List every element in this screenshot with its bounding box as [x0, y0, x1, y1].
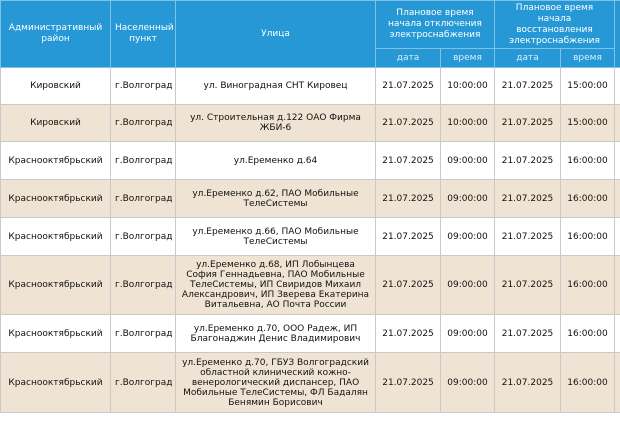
table-row [1, 180, 620, 218]
table-body [1, 68, 620, 413]
cell-on-time: 16:00:00 [561, 180, 615, 218]
cell-district: Краснооктябрьский [1, 256, 111, 315]
cell-extra [615, 315, 620, 353]
cell-on-date: 21.07.2025 [495, 180, 561, 218]
table-row [1, 142, 620, 180]
cell-district: Краснооктябрьский [1, 142, 111, 180]
cell-locality: г.Волгоград [111, 218, 176, 256]
column-header-extra [615, 1, 620, 68]
cell-extra [615, 218, 620, 256]
cell-off-date: 21.07.2025 [376, 142, 441, 180]
table-row [1, 315, 620, 353]
cell-on-date: 21.07.2025 [495, 142, 561, 180]
cell-off-date: 21.07.2025 [376, 256, 441, 315]
cell-street: ул.Еременко д.70, ООО Радеж, ИП Благонаджин Денис Владимирович [176, 315, 376, 353]
cell-locality: г.Волгоград [111, 105, 176, 142]
cell-on-time: 16:00:00 [561, 353, 615, 413]
cell-on-date: 21.07.2025 [495, 256, 561, 315]
cell-extra [615, 142, 620, 180]
column-header-on-time: Плановое время начала восстановления электроснабжения [495, 1, 615, 49]
cell-locality: г.Волгоград [111, 353, 176, 413]
table-row [1, 105, 620, 142]
cell-on-time: 16:00:00 [561, 256, 615, 315]
cell-street: ул. Виноградная СНТ Кировец [176, 68, 376, 105]
cell-district: Кировский [1, 68, 111, 105]
cell-on-date: 21.07.2025 [495, 315, 561, 353]
cell-on-date: 21.07.2025 [495, 105, 561, 142]
cell-street: ул.Еременко д.64 [176, 142, 376, 180]
cell-extra [615, 180, 620, 218]
cell-district: Краснооктябрьский [1, 180, 111, 218]
subheader-off-time: время [441, 49, 495, 68]
cell-district: Краснооктябрьский [1, 353, 111, 413]
cell-on-time: 16:00:00 [561, 218, 615, 256]
cell-off-time: 09:00:00 [441, 142, 495, 180]
table-row [1, 353, 620, 413]
cell-off-date: 21.07.2025 [376, 315, 441, 353]
cell-off-date: 21.07.2025 [376, 353, 441, 413]
cell-locality: г.Волгоград [111, 142, 176, 180]
cell-off-date: 21.07.2025 [376, 68, 441, 105]
subheader-off-date: дата [376, 49, 441, 68]
cell-on-date: 21.07.2025 [495, 218, 561, 256]
cell-extra [615, 68, 620, 105]
cell-on-date: 21.07.2025 [495, 353, 561, 413]
cell-on-time: 15:00:00 [561, 105, 615, 142]
cell-locality: г.Волгоград [111, 315, 176, 353]
cell-district: Краснооктябрьский [1, 218, 111, 256]
column-header-street: Улица [176, 1, 376, 68]
subheader-on-time: время [561, 49, 615, 68]
cell-street: ул.Еременко д.66, ПАО Мобильные ТелеСистемы [176, 218, 376, 256]
cell-off-time: 10:00:00 [441, 68, 495, 105]
cell-street: ул.Еременко д.70, ГБУЗ Волгоградский областной клинический кожно-венерологический диспансер, ПАО Мобильные ТелеСистемы, ФЛ Бадалян Бенямин Борисович [176, 353, 376, 413]
column-header-district: Административный район [1, 1, 111, 68]
cell-district: Краснооктябрьский [1, 315, 111, 353]
subheader-on-date: дата [495, 49, 561, 68]
table-row [1, 218, 620, 256]
cell-extra [615, 105, 620, 142]
cell-on-time: 16:00:00 [561, 315, 615, 353]
cell-on-time: 15:00:00 [561, 68, 615, 105]
cell-district: Кировский [1, 105, 111, 142]
cell-off-date: 21.07.2025 [376, 218, 441, 256]
cell-on-date: 21.07.2025 [495, 68, 561, 105]
column-header-locality: Населенный пункт [111, 1, 176, 68]
cell-off-time: 09:00:00 [441, 256, 495, 315]
cell-off-time: 10:00:00 [441, 105, 495, 142]
cell-off-date: 21.07.2025 [376, 180, 441, 218]
cell-off-time: 09:00:00 [441, 218, 495, 256]
cell-off-time: 09:00:00 [441, 180, 495, 218]
cell-street: ул.Еременко д.68, ИП Лобынцева София Геннадьевна, ПАО Мобильные ТелеСистемы, ИП Свиридов Михаил Александрович, ИП Зверева Екатерина Витальевна, АО Почта России [176, 256, 376, 315]
column-header-off-time: Плановое время начала отключения электроснабжения [376, 1, 495, 49]
cell-street: ул. Строительная д.122 ОАО Фирма ЖБИ-6 [176, 105, 376, 142]
cell-on-time: 16:00:00 [561, 142, 615, 180]
cell-locality: г.Волгоград [111, 68, 176, 105]
cell-off-date: 21.07.2025 [376, 105, 441, 142]
cell-off-time: 09:00:00 [441, 353, 495, 413]
table-row [1, 68, 620, 105]
cell-locality: г.Волгоград [111, 256, 176, 315]
cell-off-time: 09:00:00 [441, 315, 495, 353]
cell-extra [615, 256, 620, 315]
table-header [1, 1, 620, 68]
table-row [1, 256, 620, 315]
cell-street: ул.Еременко д.62, ПАО Мобильные ТелеСистемы [176, 180, 376, 218]
cell-locality: г.Волгоград [111, 180, 176, 218]
cell-extra [615, 353, 620, 413]
